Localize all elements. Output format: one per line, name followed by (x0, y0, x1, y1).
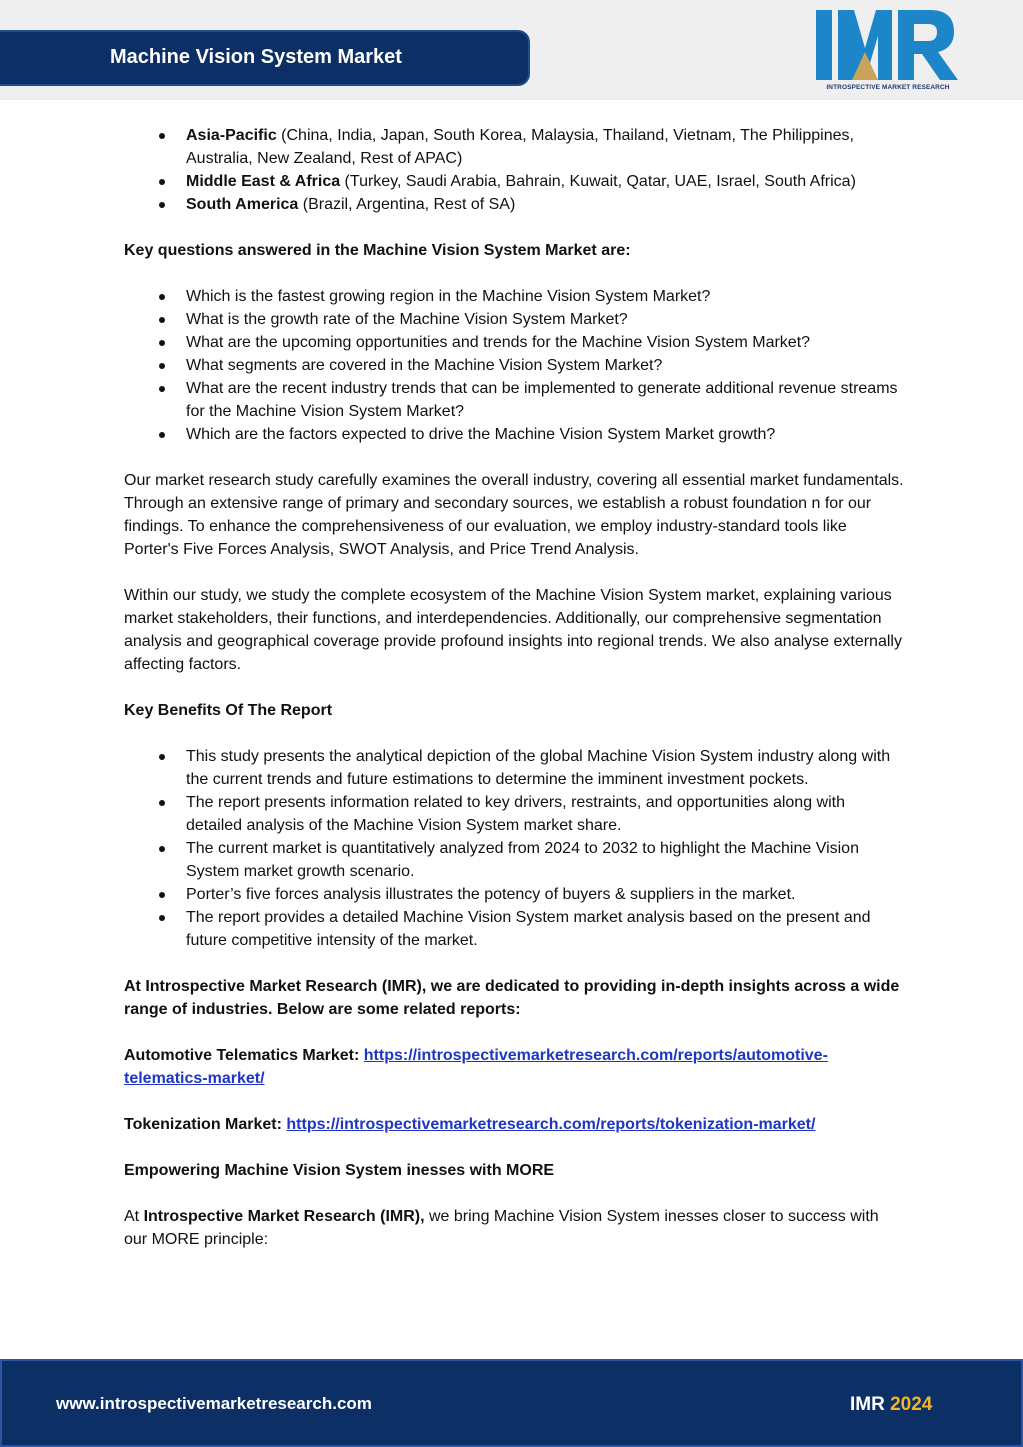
list-item: The report provides a detailed Machine Vision System market analysis based on the present and future competitive intensity of the market. (186, 906, 904, 952)
list-item: Which are the factors expected to drive the Machine Vision System Market growth? (186, 423, 904, 446)
list-item: Asia-Pacific (China, India, Japan, South Korea, Malaysia, Thailand, Vietnam, The Philippines, Australia, New Zealand, Rest of APAC) (186, 124, 904, 170)
title-banner (0, 30, 530, 86)
empowering-heading: Empowering Machine Vision System inesses with MORE (124, 1162, 555, 1179)
list-item: South America (Brazil, Argentina, Rest of SA) (186, 193, 904, 216)
list-item: Porter’s five forces analysis illustrates the potency of buyers & suppliers in the market. (186, 883, 904, 906)
list-item: The report presents information related to key drivers, restraints, and opportunities along with detailed analysis of the Machine Vision System market share. (186, 791, 904, 837)
imr-statement: At Introspective Market Research (IMR), we are dedicated to providing in-depth insights across a wide range of industries. Below are some related reports: (124, 978, 900, 1018)
logo-letter-i (816, 10, 832, 80)
logo-caption: INTROSPECTIVE MARKET RESEARCH (826, 84, 950, 91)
related-report-link[interactable]: https://introspectivemarketresearch.com/reports/tokenization-market/ (286, 1116, 816, 1133)
page-title: Machine Vision System Market (110, 46, 402, 68)
related-report (124, 1044, 904, 1090)
list-item: Middle East & Africa (Turkey, Saudi Arabia, Bahrain, Kuwait, Qatar, UAE, Israel, South Africa) (186, 170, 904, 193)
list-item: This study presents the analytical depiction of the global Machine Vision System industry along with the current trends and future estimations to determine the imminent investment pockets. (186, 745, 904, 791)
related-report-label: Automotive Telematics Market: (124, 1047, 364, 1064)
ecosystem-paragraph: Within our study, we study the complete ecosystem of the Machine Vision System market, explaining various market stakeholders, their functions, and interdependencies. Additionally, our comprehensive segmentation analysis and geographical coverage provide profound insights into regional trends. We also analyse externally affecting factors. (124, 587, 902, 673)
related-report-label: Tokenization Market: (124, 1116, 287, 1133)
document-body (124, 124, 904, 1251)
closing-paragraph: At Introspective Market Research (IMR), we bring Machine Vision System inesses closer to success with our MORE principle: (124, 1208, 879, 1248)
footer-brand: IMR 2024 (850, 1394, 933, 1415)
list-item: What is the growth rate of the Machine Vision System Market? (186, 308, 904, 331)
list-item: What segments are covered in the Machine Vision System Market? (186, 354, 904, 377)
benefits-heading: Key Benefits Of The Report (124, 702, 333, 719)
related-report (124, 1113, 904, 1136)
logo-letter-r (898, 10, 958, 80)
key-questions-list (124, 285, 904, 446)
list-item: What are the upcoming opportunities and trends for the Machine Vision System Market? (186, 331, 904, 354)
imr-logo (814, 8, 962, 96)
related-report-link[interactable]: https://introspectivemarketresearch.com/reports/automotive-telematics-market/ (124, 1047, 828, 1087)
regions-list (124, 124, 904, 216)
list-item: Which is the fastest growing region in the Machine Vision System Market? (186, 285, 904, 308)
footer-website-link[interactable]: www.introspectivemarketresearch.com (56, 1394, 372, 1413)
footer-bar (0, 1359, 1023, 1447)
footer-year: 2024 (890, 1394, 933, 1415)
list-item: The current market is quantitatively analyzed from 2024 to 2032 to highlight the Machine Vision System market growth scenario. (186, 837, 904, 883)
key-questions-heading: Key questions answered in the Machine Vision System Market are: (124, 242, 631, 259)
research-paragraph: Our market research study carefully examines the overall industry, covering all essential market fundamentals. Through an extensive range of primary and secondary sources, we establish a robust foundation n for our findings. To enhance the comprehensiveness of our evaluation, we employ industry-standard tools like Porter's Five Forces Analysis, SWOT Analysis, and Price Trend Analysis. (124, 472, 904, 558)
benefits-list (124, 745, 904, 952)
list-item: What are the recent industry trends that can be implemented to generate additional revenue streams for the Machine Vision System Market? (186, 377, 904, 423)
